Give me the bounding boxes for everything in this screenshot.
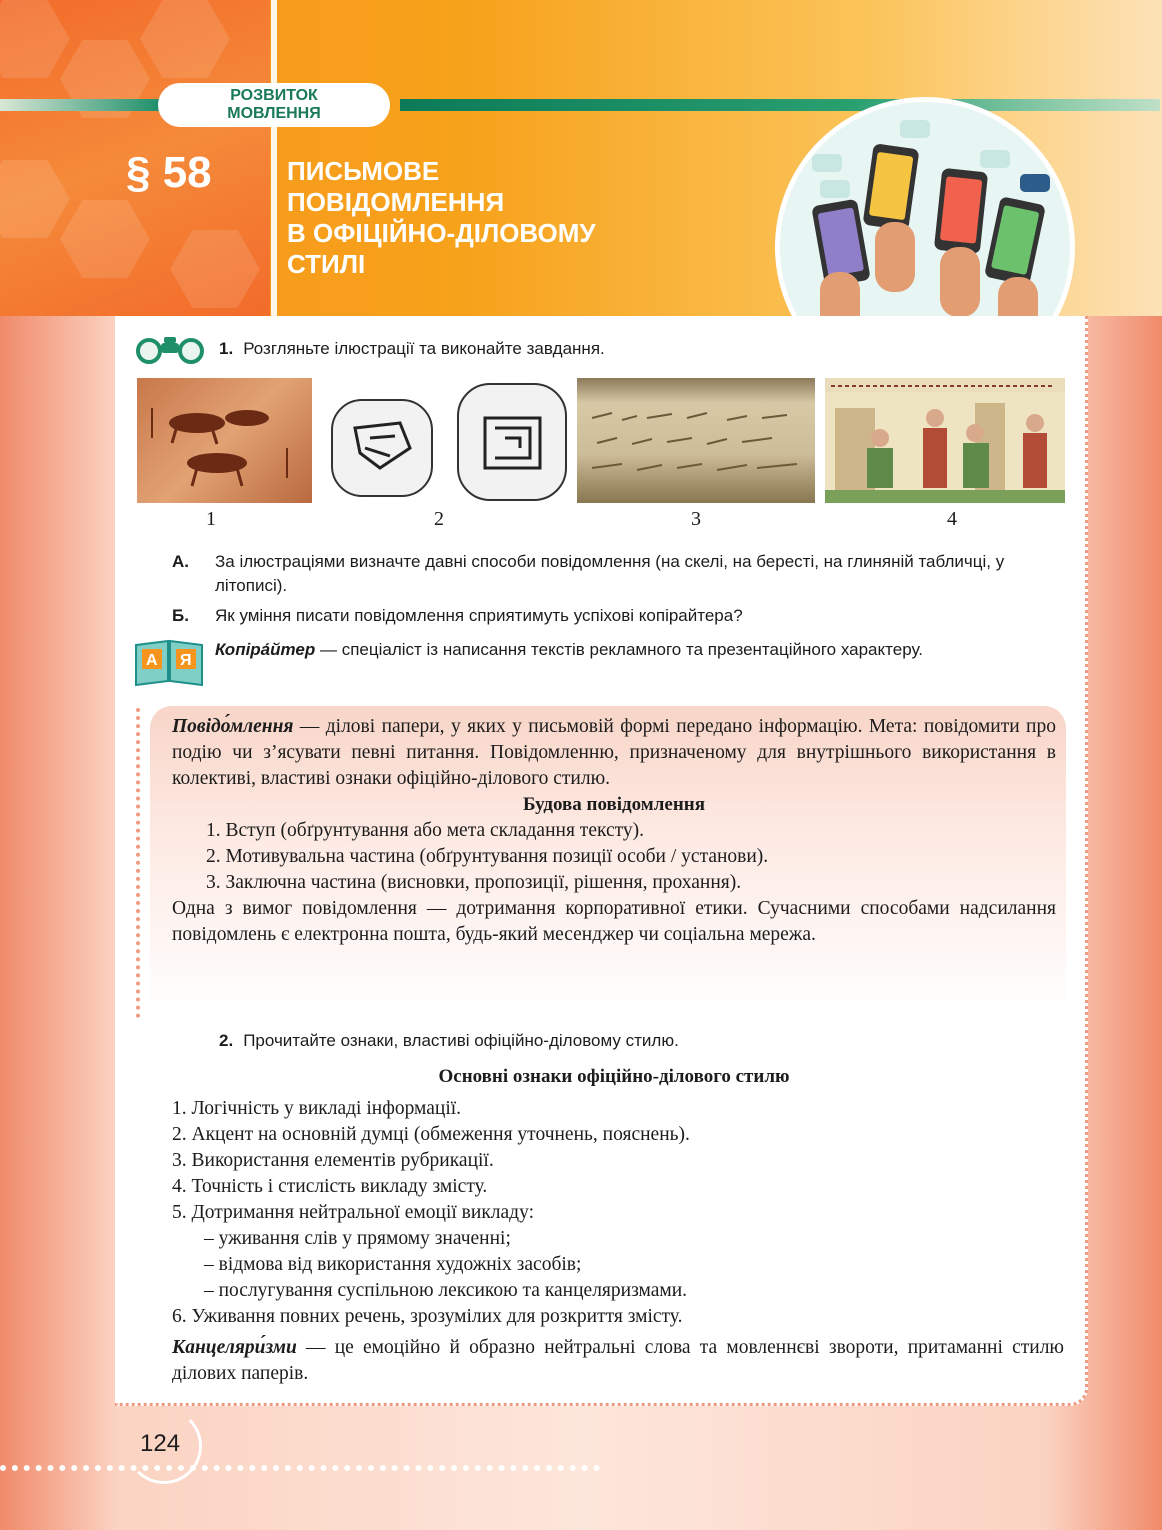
badge-line-1: РОЗВИТОК — [230, 87, 318, 104]
final-text: — це емоційно й образно нейтральні слова та мовленнєві звороти, притаманні стилю ділових паперів. — [172, 1337, 1064, 1384]
question-b-label: Б. — [172, 606, 189, 625]
illustration-caption-4: 4 — [947, 508, 957, 530]
question-a — [172, 550, 1032, 598]
phones-illustration — [775, 97, 1075, 316]
structure-heading: Будова повідомлення — [522, 794, 705, 815]
illustration-caption-3: 3 — [691, 508, 701, 530]
svg-text:А: А — [146, 652, 158, 669]
rule-text — [172, 714, 1056, 948]
final-term: Канцеляри́зми — [172, 1337, 297, 1358]
question-a-text: За ілюстраціями визначте давні способи повідомлення (на скелі, на бересті, на глиняній табличці, у літописі). — [215, 552, 1005, 595]
question-b — [172, 604, 1032, 628]
feature-item-5: 5. Дотримання нейтральної емоції викладу: — [172, 1202, 535, 1223]
illustration-clay-tablets — [320, 378, 570, 503]
dictionary-definition — [215, 638, 1075, 662]
task-2-number: 2. — [219, 1031, 234, 1050]
feature-item-3: 3. Використання елементів рубрикації. — [172, 1150, 494, 1171]
features-heading: Основні ознаки офіційно-ділового стилю — [438, 1066, 790, 1087]
feature-subitem-3: – послугування суспільною лексикою та канцеляризмами. — [204, 1280, 688, 1301]
final-definition — [172, 1335, 1064, 1387]
illustration-birch-bark — [577, 378, 815, 503]
section-number: § 58 — [126, 148, 212, 197]
footer-dots — [0, 1465, 600, 1473]
section-type-badge — [158, 83, 390, 127]
title-line-3: В ОФІЦІЙНО-ДІЛОВОМУ — [287, 218, 596, 248]
question-a-label: А. — [172, 552, 189, 571]
feature-item-4: 4. Точність і стислість викладу змісту. — [172, 1176, 488, 1197]
feature-subitem-1: – уживання слів у прямому значенні; — [204, 1228, 511, 1249]
title-line-4: СТИЛІ — [287, 249, 366, 279]
feature-subitem-2: – відмова від використання художніх засобів; — [204, 1254, 582, 1275]
page-number: 124 — [140, 1430, 181, 1457]
dictionary-definition-text: — спеціаліст із написання текстів рекламного та презентаційного характеру. — [315, 640, 923, 659]
binoculars-icon — [133, 335, 209, 365]
title-line-2: ПОВІДОМЛЕННЯ — [287, 187, 505, 217]
rule-outro: Одна з вимог повідомлення — дотримання корпоративної етики. Сучасними способами надсилання повідомлень є електронна пошта, будь-який месенджер чи соціальна мережа. — [172, 898, 1056, 945]
question-b-text: Як уміння писати повідомлення сприятимуть успіхові копірайтера? — [215, 606, 743, 625]
dictionary-book-icon — [134, 637, 204, 687]
header-stripe-right — [400, 99, 1160, 111]
header-divider — [271, 0, 277, 316]
badge-line-2: МОВЛЕННЯ — [227, 105, 321, 122]
chapter-header — [0, 0, 1162, 316]
features-list — [172, 1096, 1064, 1330]
structure-item-1: 1. Вступ (обґрунтування або мета складання тексту). — [206, 820, 645, 841]
title-line-1: ПИСЬМОВЕ — [287, 156, 440, 186]
task-1-text: Розгляньте ілюстрації та виконайте завдання. — [243, 339, 605, 358]
illustration-caption-1: 1 — [206, 508, 216, 530]
task-1 — [219, 339, 605, 359]
illustration-caption-2: 2 — [434, 508, 444, 530]
structure-item-3: 3. Заключна частина (висновки, пропозиції, рішення, прохання). — [206, 872, 742, 893]
structure-item-2: 2. Мотивувальна частина (обґрунтування позиції особи / установи). — [206, 846, 769, 867]
rule-term: Повідо́млення — [172, 716, 294, 737]
feature-item-6: 6. Уживання повних речень, зрозумілих для розкриття змісту. — [172, 1306, 683, 1327]
feature-item-2: 2. Акцент на основній думці (обмеження уточнень, пояснень). — [172, 1124, 690, 1145]
svg-text:Я: Я — [180, 652, 192, 669]
page-title — [287, 156, 707, 280]
task-2-text: Прочитайте ознаки, властиві офіційно-діловому стилю. — [243, 1031, 679, 1050]
header-stripe-left — [0, 99, 160, 111]
rule-box-dotted-border — [136, 708, 140, 1018]
dictionary-term: Копіра́йтер — [215, 640, 316, 659]
task-2 — [219, 1031, 679, 1051]
feature-item-1: 1. Логічність у викладі інформації. — [172, 1098, 462, 1119]
illustration-chronicle-miniature — [825, 378, 1065, 503]
illustration-cave-painting — [137, 378, 312, 503]
task-1-number: 1. — [219, 339, 234, 358]
rule-intro: — ділові папери, у яких у письмовій формі передано інформацію. Мета: повідомити про подію чи з’ясувати певні питання. Повідомленню, призначеному для внутрішнього використання в колективі, властиві ознаки офіційно-ділового стилю. — [172, 716, 1056, 789]
